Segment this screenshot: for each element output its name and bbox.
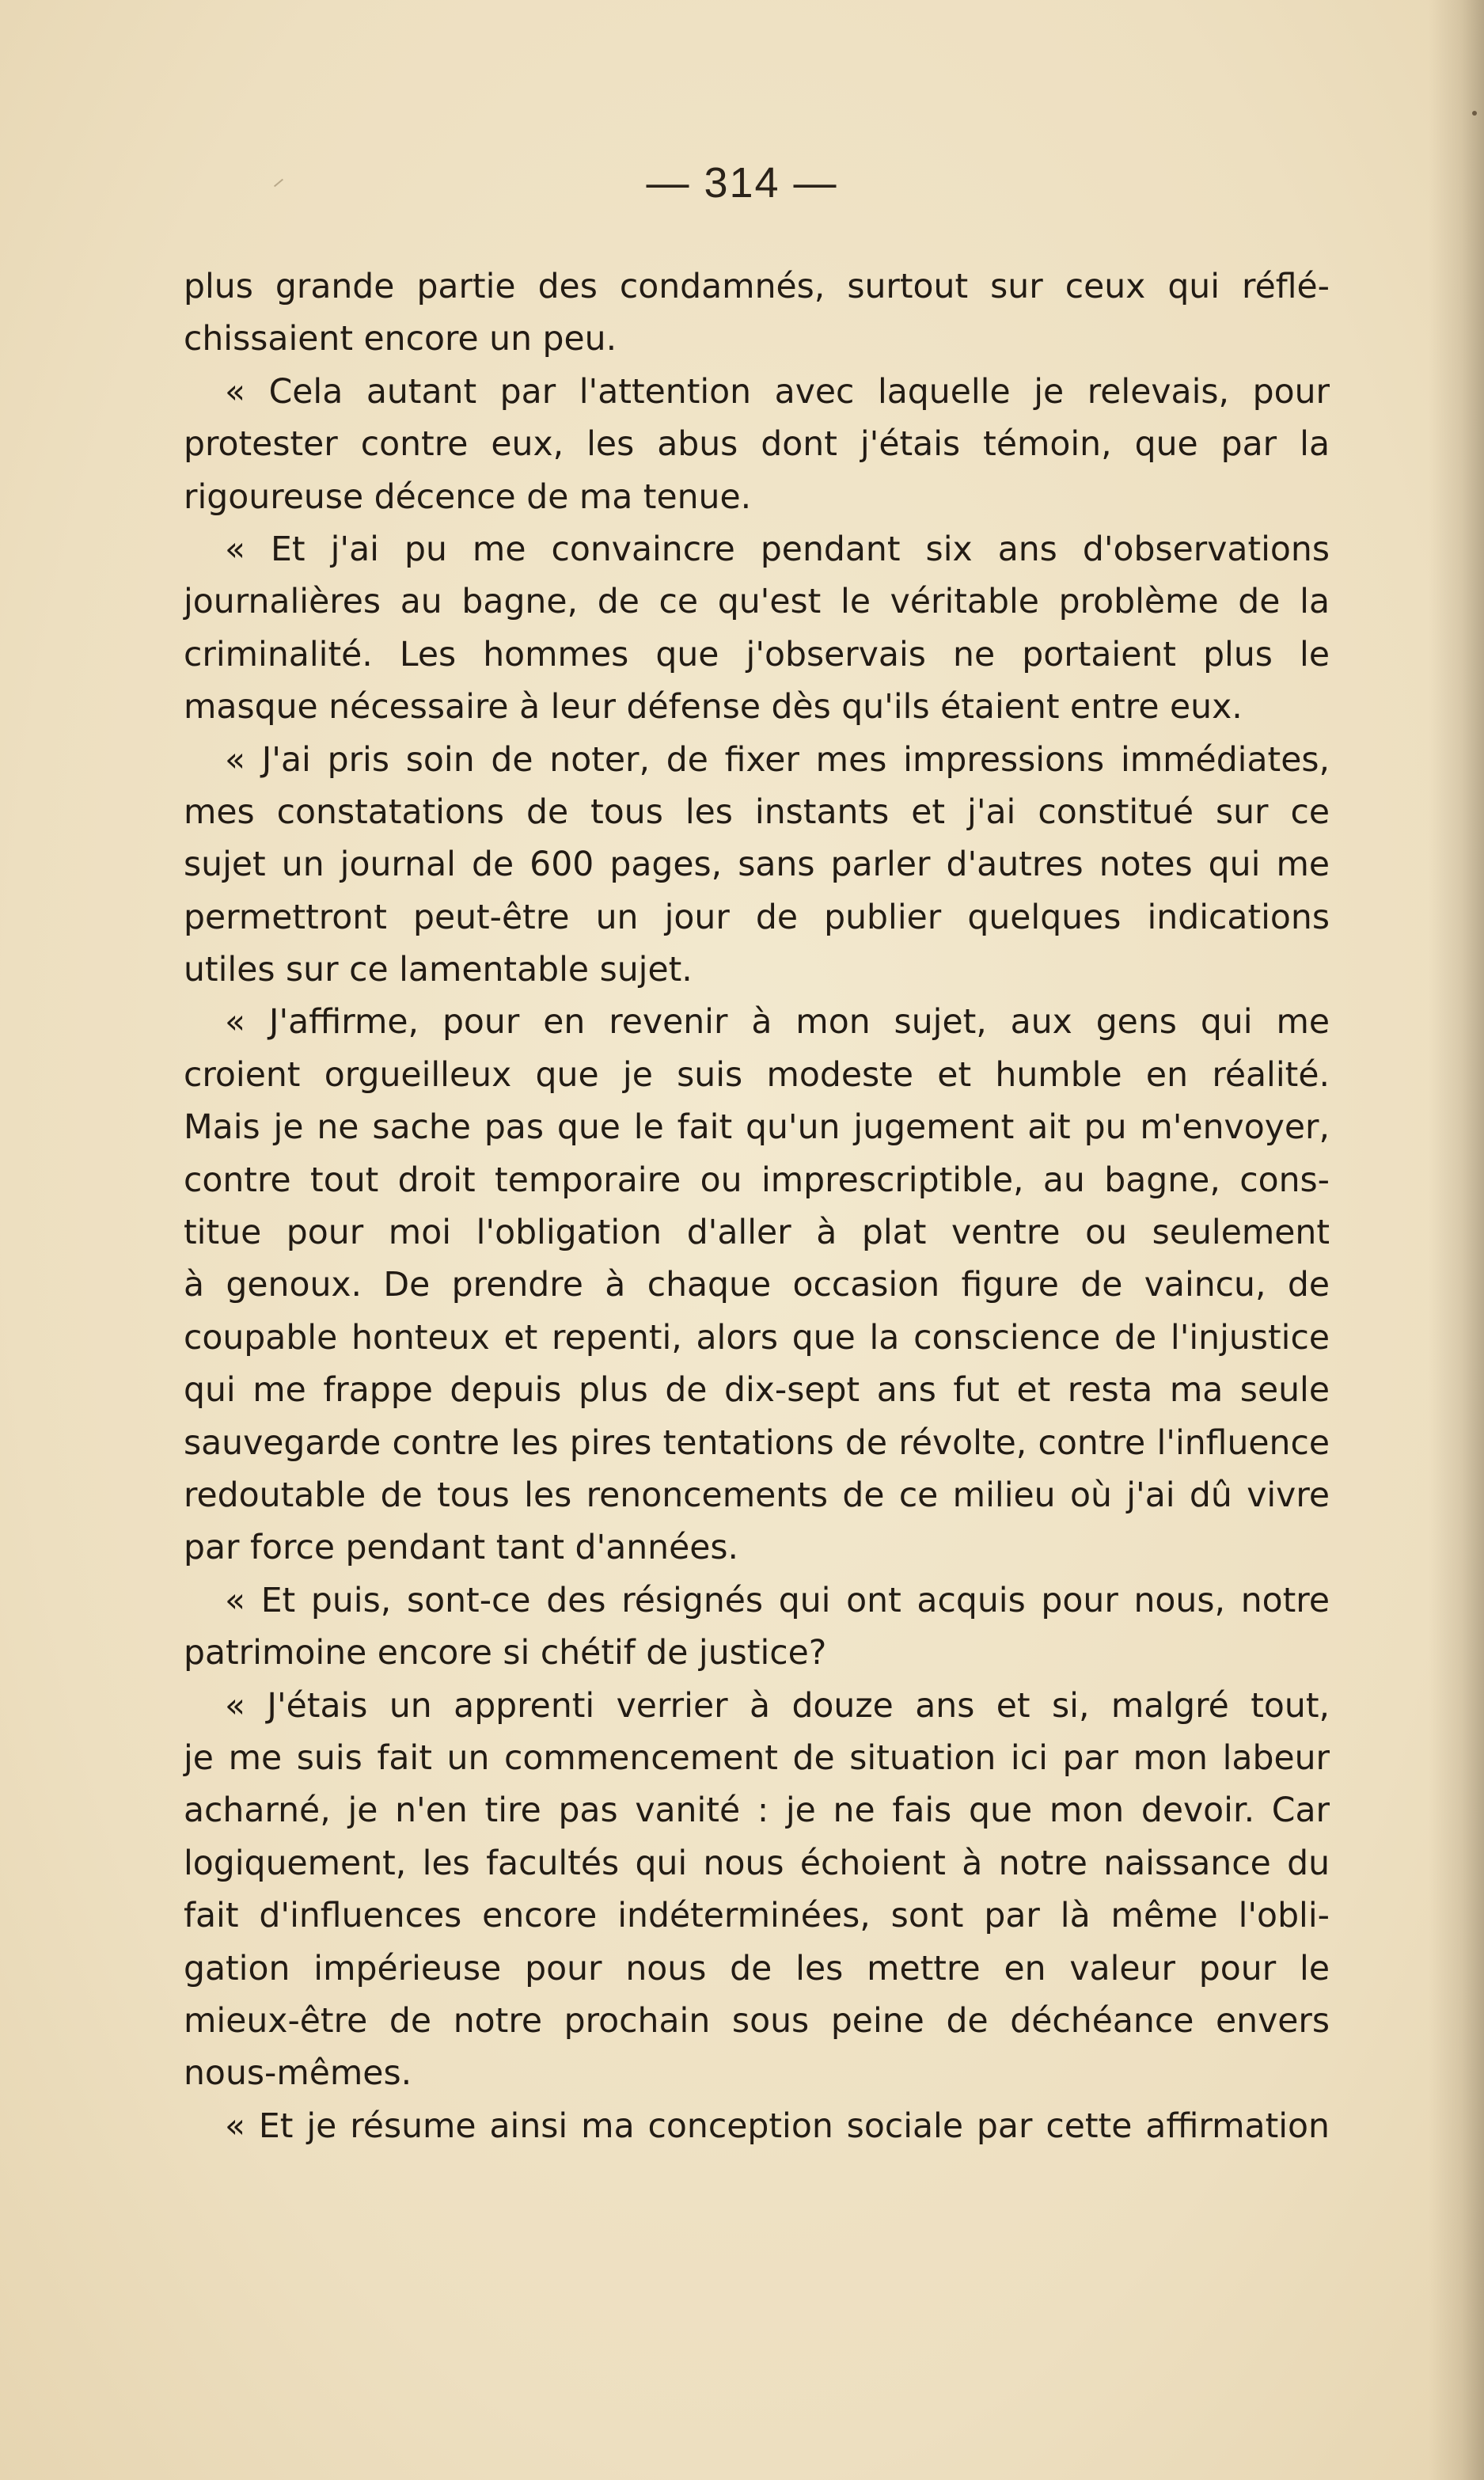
text-line: à genoux. De prendre à chaque occasion figure de vaincu, de — [184, 1266, 1330, 1305]
text-line: qui me frappe depuis plus de dix-sept ans fut et resta ma seule — [184, 1371, 1330, 1411]
text-line: permettront peut-être un jour de publier quelques indications — [184, 898, 1330, 937]
text-line: plus grande partie des condamnés, surtout sur ceux qui réflé- — [184, 268, 1330, 306]
text-line: journalières au bagne, de ce qu'est le véritable problème de la — [184, 583, 1330, 622]
text-line: criminalité. Les hommes que j'observais ne portaient plus le — [184, 635, 1330, 674]
page-number: — 314 — — [646, 159, 838, 207]
text-line: sujet un journal de 600 pages, sans parler d'autres notes qui me — [184, 845, 1330, 885]
text-line: protester contre eux, les abus dont j'étais témoin, que par la — [184, 425, 1330, 465]
text-line: « J'ai pris soin de noter, de fixer mes impressions immédiates, — [225, 740, 1330, 780]
body-text — [184, 261, 1330, 2153]
text-line: redoutable de tous les renoncements de ce milieu où j'ai dû vivre — [184, 1475, 1330, 1515]
text-line: mes constatations de tous les instants et j'ai constitué sur ce — [184, 792, 1330, 832]
text-line: mieux-être de notre prochain sous peine de déchéance envers — [184, 2001, 1330, 2041]
text-line: contre tout droit temporaire ou imprescriptible, au bagne, cons- — [184, 1160, 1330, 1200]
text-line: chissaient encore un peu. — [184, 320, 617, 359]
text-line: Mais je ne sache pas que le fait qu'un jugement ait pu m'envoyer, — [184, 1108, 1330, 1148]
text-line: coupable honteux et repenti, alors que la conscience de l'injustice — [184, 1318, 1330, 1358]
text-line: croient orgueilleux que je suis modeste et humble en réalité. — [184, 1055, 1330, 1095]
text-line: « Et puis, sont-ce des résignés qui ont acquis pour nous, notre — [225, 1581, 1330, 1620]
text-line: acharné, je n'en tire pas vanité : je ne fais que mon devoir. Car — [184, 1791, 1330, 1831]
text-line: masque nécessaire à leur défense dès qu'ils étaient entre eux. — [184, 688, 1243, 727]
page-edge-shadow — [1429, 0, 1484, 2480]
text-line: nous-mêmes. — [184, 2054, 412, 2094]
ink-speck — [1472, 111, 1477, 116]
text-line: patrimoine encore si chétif de justice? — [184, 1634, 827, 1673]
text-line: « J'étais un apprenti verrier à douze ans et si, malgré tout, — [225, 1686, 1330, 1726]
text-line: « Et j'ai pu me convaincre pendant six ans d'observations — [225, 530, 1330, 569]
text-line: logiquement, les facultés qui nous échoient à notre naissance du — [184, 1844, 1330, 1883]
text-line: « J'affirme, pour en revenir à mon sujet, aux gens qui me — [225, 1003, 1330, 1043]
text-line: titue pour moi l'obligation d'aller à plat ventre ou seulement — [184, 1213, 1330, 1253]
text-line: « Et je résume ainsi ma conception sociale par cette affirmation — [225, 2106, 1330, 2146]
text-line: utiles sur ce lamentable sujet. — [184, 951, 693, 990]
text-line: fait d'influences encore indéterminées, sont par là même l'obli- — [184, 1897, 1330, 1936]
text-line: je me suis fait un commencement de situation ici par mon labeur — [184, 1738, 1330, 1778]
text-line: rigoureuse décence de ma tenue. — [184, 477, 752, 517]
text-line: par force pendant tant d'années. — [184, 1529, 739, 1568]
text-line: sauvegarde contre les pires tentations de révolte, contre l'influence — [184, 1423, 1330, 1463]
text-line: gation impérieuse pour nous de les mettre en valeur pour le — [184, 1949, 1330, 1988]
text-line: « Cela autant par l'attention avec laquelle je relevais, pour — [225, 372, 1330, 412]
